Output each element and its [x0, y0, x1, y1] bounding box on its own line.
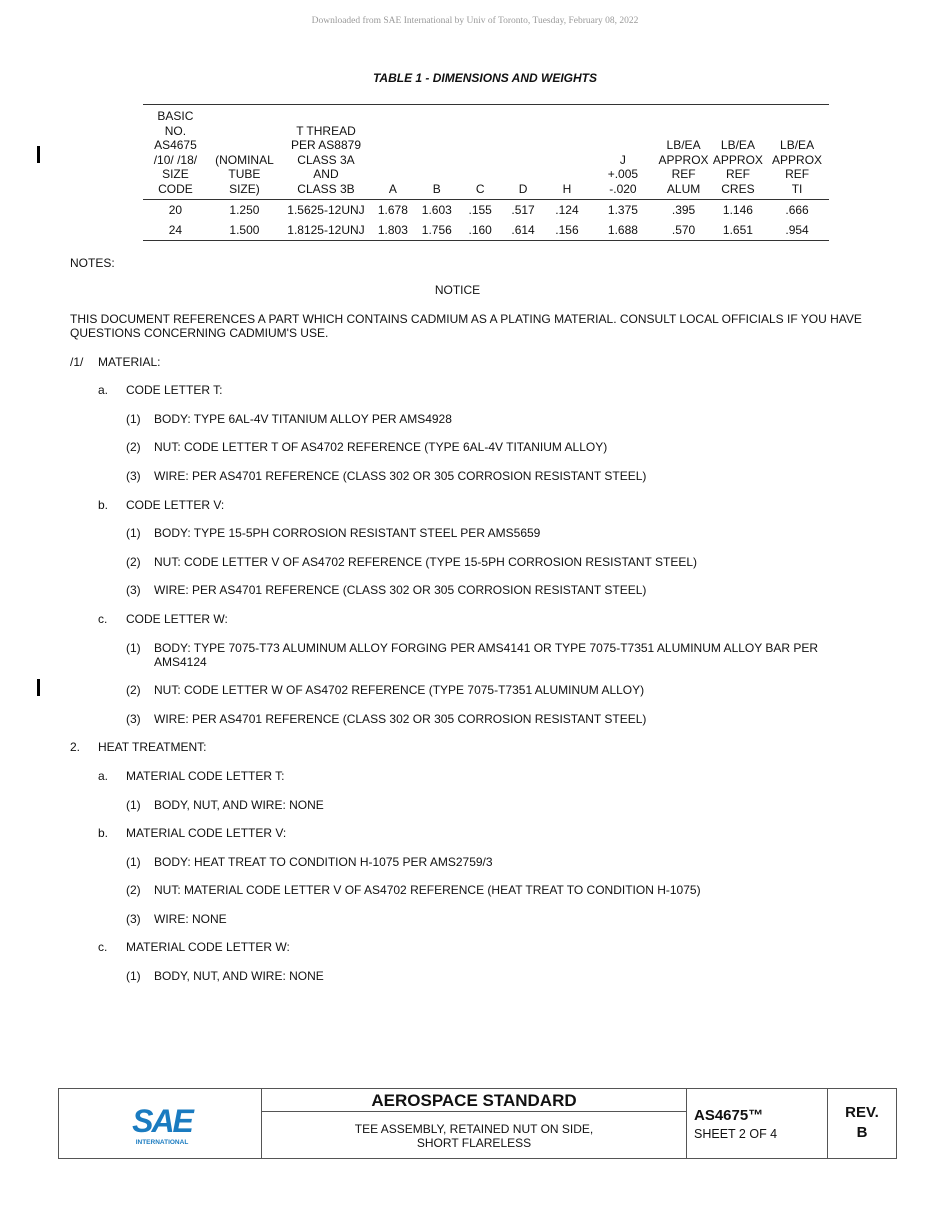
table-title: TABLE 1 - DIMENSIONS AND WEIGHTS [372, 71, 597, 85]
list-item: NUT: MATERIAL CODE LETTER V OF AS4702 REFERENCE (HEAT TREAT TO CONDITION H-1075) [154, 883, 701, 897]
list-number: (3) [126, 469, 141, 483]
table-cell: 1.603 [421, 203, 452, 217]
list-number: (1) [126, 855, 141, 869]
document-subtitle [262, 1122, 686, 1150]
list-letter: b. [98, 826, 109, 840]
header-line: /10/ /18/ [153, 152, 198, 167]
revision-cell [828, 1089, 896, 1158]
column-header [208, 105, 281, 200]
list-number: (1) [126, 798, 141, 812]
table-cell: .614 [502, 220, 545, 241]
section-heading: HEAT TREATMENT: [98, 740, 207, 754]
header-line: T THREAD [296, 123, 356, 138]
column-header [656, 105, 710, 200]
document-number: AS4675™ [694, 1107, 764, 1124]
header-line: REF [785, 167, 810, 181]
subtitle-line: TEE ASSEMBLY, RETAINED NUT ON SIDE, [354, 1122, 594, 1136]
standard-title: AEROSPACE STANDARD [262, 1089, 686, 1112]
logo-text: SAE [132, 1103, 192, 1139]
table-cell: 1.146 [722, 203, 753, 217]
table-cell: .155 [468, 203, 492, 217]
header-line: C [475, 181, 485, 196]
header-line: A [388, 181, 397, 196]
column-header [711, 105, 765, 200]
list-number: (2) [126, 440, 141, 454]
list-number: (3) [126, 712, 141, 726]
column-header [143, 105, 208, 200]
list-number: (1) [126, 412, 141, 426]
subsection-heading: CODE LETTER T: [126, 383, 223, 397]
header-line: AS4675 [154, 138, 197, 152]
subsection-heading: CODE LETTER V: [126, 498, 225, 512]
list-number: (2) [126, 883, 141, 897]
logo-subtext: INTERNATIONAL [135, 1139, 189, 1146]
table-cell: .124 [555, 203, 579, 217]
list-letter: a. [98, 769, 109, 783]
header-line: NO. [164, 123, 187, 138]
header-line: LB/EA [666, 138, 701, 152]
header-line: BASIC [157, 109, 194, 123]
subsection-heading: MATERIAL CODE LETTER V: [126, 826, 287, 840]
list-number: (1) [126, 641, 141, 655]
list-item: NUT: CODE LETTER W OF AS4702 REFERENCE (TYPE 7075-T7351 ALUMINUM ALLOY) [154, 683, 645, 697]
table-cell: 1.688 [589, 220, 656, 241]
subtitle-line: SHORT FLARELESS [416, 1136, 532, 1150]
header-line: TI [791, 181, 803, 196]
header-line: APPROX [658, 152, 709, 167]
list-item: NUT: CODE LETTER T OF AS4702 REFERENCE (TYPE 6AL-4V TITANIUM ALLOY) [154, 440, 608, 454]
table-row [143, 220, 829, 241]
header-line: H [562, 181, 572, 196]
column-header [765, 105, 829, 200]
header-line: B [432, 181, 441, 196]
header-line: +.005 [607, 167, 639, 181]
header-line: SIZE [162, 167, 189, 181]
table-cell: 1.756 [415, 220, 459, 241]
subsection-heading: MATERIAL CODE LETTER T: [126, 769, 285, 783]
header-line: D [518, 181, 528, 196]
list-number: (1) [126, 526, 141, 540]
column-header [415, 105, 459, 200]
table-cell: 24 [143, 220, 208, 241]
table-cell: 1.8125-12UNJ [281, 220, 371, 241]
list-number: (1) [126, 969, 141, 983]
list-letter: c. [98, 940, 108, 954]
table-cell: 1.5625-12UNJ [287, 203, 365, 217]
column-header [545, 105, 590, 200]
sae-logo [127, 1101, 197, 1147]
standard-cell [262, 1089, 687, 1158]
logo-cell [59, 1089, 262, 1158]
table-cell: 1.375 [607, 203, 638, 217]
column-header [502, 105, 545, 200]
header-line: APPROX [712, 152, 763, 167]
document-cell [687, 1089, 828, 1158]
list-item: BODY: TYPE 7075-T73 ALUMINUM ALLOY FORGING PER AMS4141 OR TYPE 7075-T7351 ALUMINUM ALLOY BAR PER AMS4124 [154, 641, 819, 669]
sheet-number: SHEET 2 OF 4 [694, 1127, 778, 1141]
column-header [459, 105, 502, 200]
header-line: CODE [158, 181, 193, 196]
table-cell: .160 [459, 220, 502, 241]
header-line: REF [671, 167, 696, 181]
revision-value: B [856, 1124, 868, 1141]
download-notice: Downloaded from SAE International by Univ of Toronto, Tuesday, February 08, 2022 [311, 16, 639, 26]
table-cell: .156 [545, 220, 590, 241]
list-item: BODY, NUT, AND WIRE: NONE [154, 969, 324, 983]
table-cell: 1.651 [711, 220, 765, 241]
section-heading: MATERIAL: [98, 355, 161, 369]
list-letter: b. [98, 498, 109, 512]
header-line: -.020 [609, 181, 637, 196]
change-bar [37, 679, 40, 696]
column-header [281, 105, 371, 200]
header-line: LB/EA [720, 138, 755, 152]
list-item: WIRE: PER AS4701 REFERENCE (CLASS 302 OR 305 CORROSION RESISTANT STEEL) [154, 712, 647, 726]
list-number: /1/ [70, 355, 84, 369]
list-item: WIRE: PER AS4701 REFERENCE (CLASS 302 OR 305 CORROSION RESISTANT STEEL) [154, 469, 647, 483]
list-item: NUT: CODE LETTER V OF AS4702 REFERENCE (TYPE 15-5PH CORROSION RESISTANT STEEL) [154, 555, 698, 569]
table-cell: .570 [656, 220, 710, 241]
header-line: (NOMINAL [215, 152, 274, 167]
list-letter: a. [98, 383, 109, 397]
list-number: 2. [70, 740, 81, 754]
list-number: (3) [126, 912, 141, 926]
table-cell: 1.250 [229, 203, 260, 217]
table-cell: .517 [511, 203, 535, 217]
notice-title: NOTICE [434, 283, 481, 297]
header-line: SIZE) [229, 181, 260, 196]
header-line: AND [313, 167, 339, 181]
list-item: BODY: TYPE 15-5PH CORROSION RESISTANT STEEL PER AMS5659 [154, 526, 541, 540]
table-header-row [143, 105, 829, 200]
table-cell: 1.803 [371, 220, 415, 241]
header-line: REF [725, 167, 750, 181]
table-cell: .395 [671, 203, 696, 217]
table-cell: .954 [765, 220, 829, 241]
list-item: BODY, NUT, AND WIRE: NONE [154, 798, 324, 812]
subsection-heading: CODE LETTER W: [126, 612, 228, 626]
column-header [371, 105, 415, 200]
list-item: BODY: HEAT TREAT TO CONDITION H-1075 PER AMS2759/3 [154, 855, 493, 869]
list-item: BODY: TYPE 6AL-4V TITANIUM ALLOY PER AMS4928 [154, 412, 452, 426]
header-line: CLASS 3B [297, 181, 355, 196]
header-line: CLASS 3A [297, 152, 355, 167]
title-block [58, 1088, 897, 1159]
list-item: WIRE: PER AS4701 REFERENCE (CLASS 302 OR 305 CORROSION RESISTANT STEEL) [154, 583, 647, 597]
header-line: ALUM [666, 181, 701, 196]
header-line: CRES [721, 181, 755, 196]
header-line: APPROX [772, 152, 823, 167]
dimensions-table [143, 104, 829, 241]
table-cell: 1.678 [377, 203, 408, 217]
list-number: (2) [126, 555, 141, 569]
revision [828, 1103, 896, 1143]
column-header [589, 105, 656, 200]
list-letter: c. [98, 612, 108, 626]
table-cell: .666 [785, 203, 809, 217]
header-line: PER AS8879 [290, 138, 361, 152]
table-row [143, 200, 829, 221]
table-cell: 1.500 [208, 220, 281, 241]
list-number: (3) [126, 583, 141, 597]
notes-label: NOTES: [70, 256, 115, 270]
list-item: WIRE: NONE [154, 912, 227, 926]
header-line: LB/EA [780, 138, 815, 152]
header-line: J [619, 152, 626, 167]
change-bar [37, 146, 40, 163]
notice-text: THIS DOCUMENT REFERENCES A PART WHICH CONTAINS CADMIUM AS A PLATING MATERIAL. CONSULT LOCAL OFFICIALS IF YOU HAVE QUESTIONS CONCERNING CADMIUM'S USE. [70, 312, 862, 340]
list-number: (2) [126, 683, 141, 697]
subsection-heading: MATERIAL CODE LETTER W: [126, 940, 290, 954]
revision-label: REV. [845, 1104, 879, 1121]
header-line: TUBE [228, 167, 261, 181]
table-cell: 20 [168, 203, 183, 217]
